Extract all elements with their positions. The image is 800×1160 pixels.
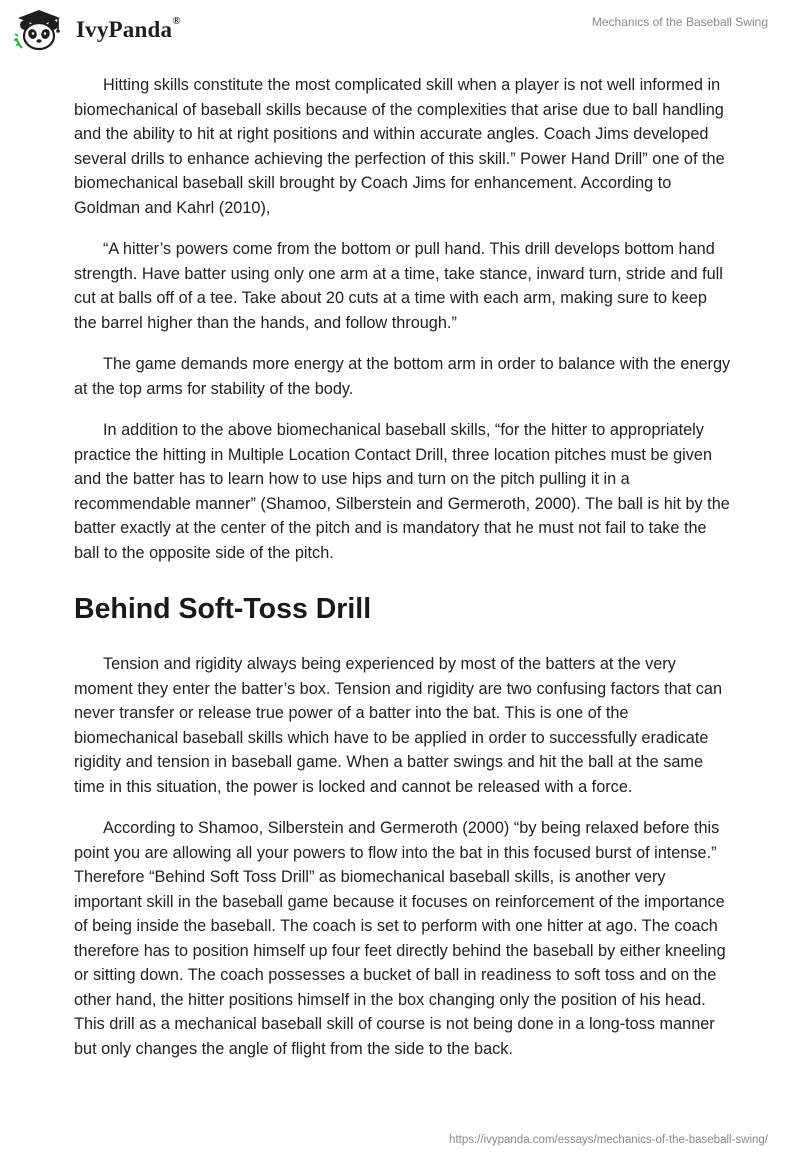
page-header: [0, 0, 800, 60]
paragraph: The game demands more energy at the bottom arm in order to balance with the energy at the top arms for stability of the body.: [74, 355, 731, 398]
paragraph: In addition to the above biomechanical baseball skills, “for the hitter to appropriately practice the hitting in Multiple Location Contact Drill, three location pitches must be given and the batter has to learn how to use hips and turn on the pitch pulling it in a recommendable manner” (Shamoo, Silberstein and Germeroth, 2000). The ball is hit by the batter exactly at the center of the pitch and is mandatory that he must not fail to take the ball to the opposite side of the pitch.: [74, 421, 730, 562]
logo-wordmark: [76, 17, 181, 43]
panda-graduate-icon: [14, 8, 66, 52]
source-url[interactable]: https://ivypanda.com/essays/mechanics-of-the-baseball-swing/: [449, 1134, 768, 1146]
section-heading: Behind Soft-Toss Drill: [74, 593, 372, 625]
document-title: Mechanics of the Baseball Swing: [591, 15, 768, 29]
paragraph: Tension and rigidity always being experienced by most of the batters at the very moment they enter the batter’s box. Tension and rigidity are two confusing factors that can never transfer or release true power of a batter into the bat. This is one of the biomechanical baseball skills which have to be applied in order to successfully eradicate rigidity and tension in baseball game. When a batter swings and hit the ball at the same time in this situation, the power is locked and cannot be released with a force.: [74, 655, 722, 796]
essay-body: [74, 73, 734, 1078]
paragraph: Hitting skills constitute the most complicated skill when a player is not well informed in biomechanical of baseball skills because of the complexities that arise due to ball handling and the ability to hit at right positions and within accurate angles. Coach Jims developed several drills to enhance achieving the perfection of this skill.” Power Hand Drill” one of the biomechanical baseball skill brought by Coach Jims for enhancement. According to Goldman and Kahrl (2010),: [74, 76, 725, 217]
ivypanda-logo[interactable]: [14, 8, 181, 52]
block-quote-paragraph: “A hitter’s powers come from the bottom or pull hand. This drill develops bottom hand strength. Have batter using only one arm at a time, take stance, inward turn, stride and full cut at balls off of a tee. Take about 20 cuts at a time with each arm, making sure to keep the barrel higher than the hands, and follow through.”: [74, 240, 723, 332]
logo-text: IvyPanda: [76, 17, 173, 42]
paragraph: According to Shamoo, Silberstein and Germeroth (2000) “by being relaxed before this point you are allowing all your powers to flow into the bat in this focused burst of intense.” Therefore “Behind Soft Toss Drill” as biomechanical baseball skills, is another very important skill in the baseball game because it focuses on reinforcement of the importance of being inside the baseball. The coach is set to perform with one hitter at ago. The coach therefore has to position himself up four feet directly behind the baseball by either kneeling or sitting down. The coach possesses a bucket of ball in readiness to soft toss and on the other hand, the hitter positions himself in the box changing only the position of his head. This drill as a mechanical baseball skill of course is not being done in a long-toss manner but only changes the angle of flight from the side to the back.: [74, 819, 726, 1058]
registered-mark: ®: [172, 15, 181, 27]
